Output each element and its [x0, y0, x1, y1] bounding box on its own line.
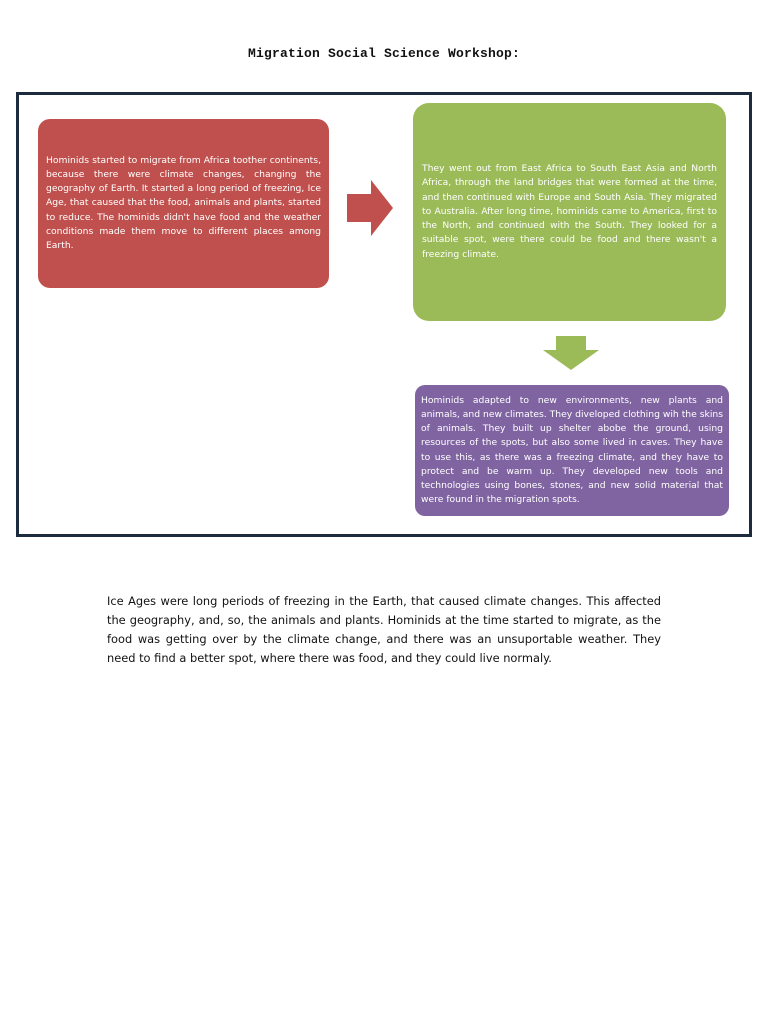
causes-box [38, 119, 329, 288]
arrow-down-icon [543, 336, 599, 370]
document-title: Migration Social Science Workshop: [247, 46, 521, 61]
body-paragraph: Ice Ages were long periods of freezing in the Earth, that caused climate changes. This affected the geography, and, so, the animals and plants. Hominids at the time started to migrate, as the food was getting over by the climate change, and there was an unsuportable weather. They need to find a better spot, where there was food, and they could live normaly. [107, 594, 661, 665]
routes-text: They went out from East Africa to South East Asia and North Africa, through the land bridges that were formed at the time, and then continued with Europe and South Asia. They migrated to Australia. After long time, hominids came to America, first to the North, and continued with the South. They looked for a suitable spot, were there could be food and there wasn't a freezing climate. [422, 163, 717, 260]
routes-box [413, 103, 726, 321]
adaptation-text: Hominids adapted to new environments, new plants and animals, and new climates. They diveloped clothing wih the skins of animals. They built up shelter abobe the ground, using resources of the spots, but also some lived in caves. They have to use this, as there was a freezing climate, and they have to protect and be warm up. They developed new tools and technologies using bones, stones, and new solid material that were found in the migration spots. [421, 394, 723, 506]
arrow-right-icon [347, 180, 393, 236]
adaptation-box [415, 385, 729, 516]
causes-text: Hominids started to migrate from Africa toother continents, because there were climate changes, changing the geography of Earth. It started a long period of freezing, Ice Age, that caused that the food, animals and plants, started to reduce. The hominids didn't have food and the weather conditions made them move to different places among Earth. [46, 154, 321, 251]
